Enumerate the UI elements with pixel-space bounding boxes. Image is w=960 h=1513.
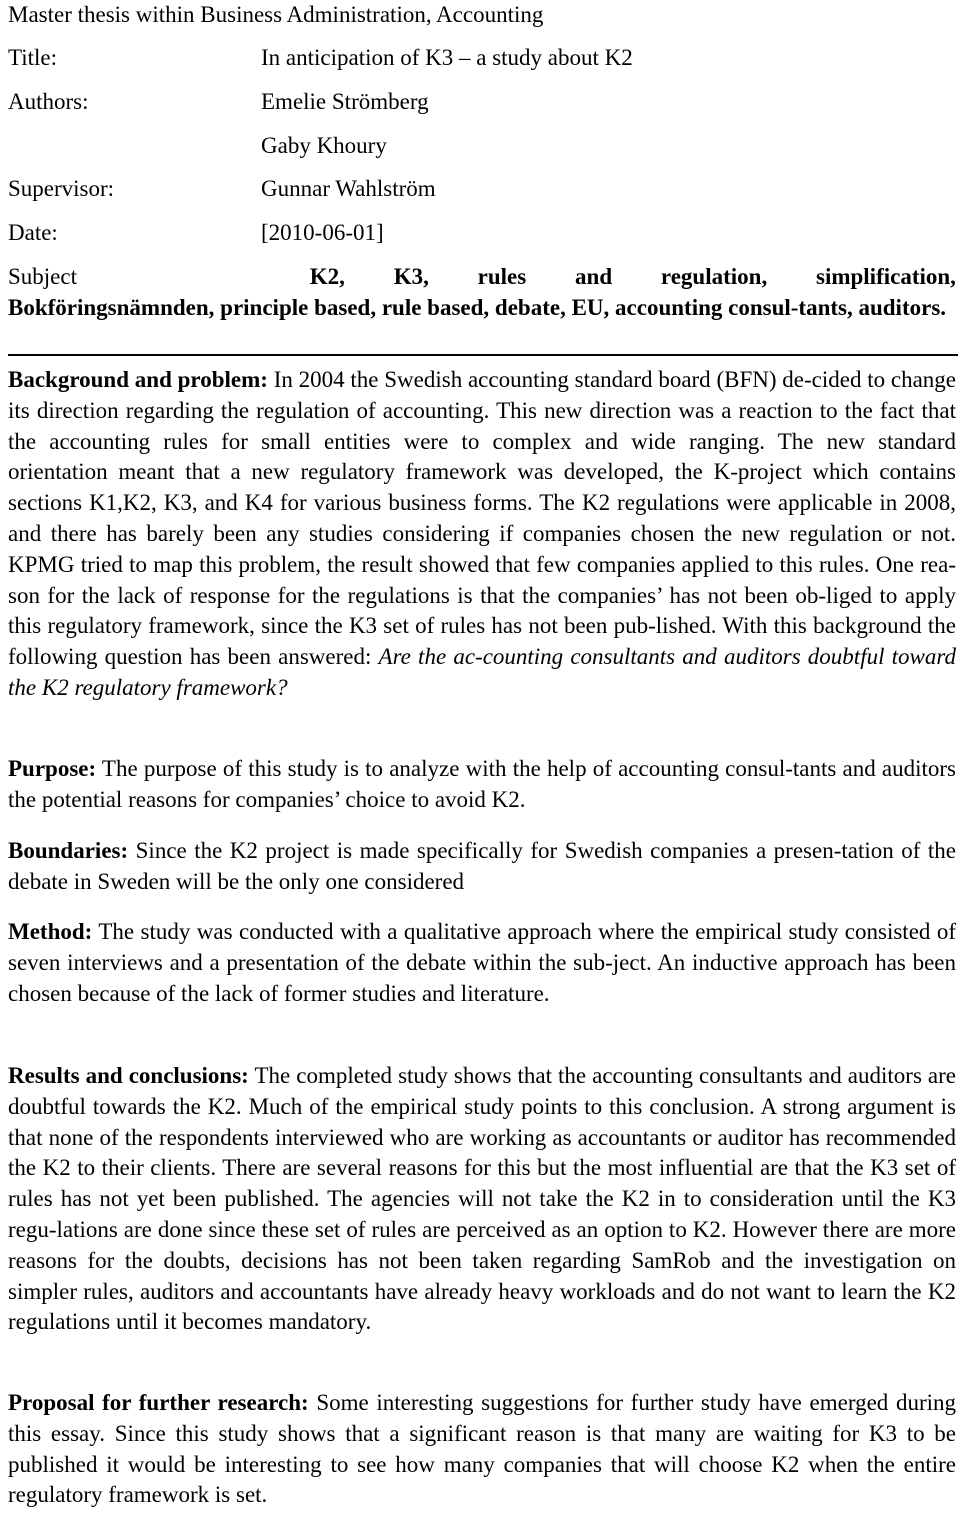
author-name: Gaby Khoury <box>261 133 387 158</box>
authors-row <box>8 87 956 117</box>
section-text: In 2004 the Swedish accounting standard board (BFN) de-cided to change its direction regarding the regulation of accounting. This new direction was a reaction to the fact that the accounting rules for small entities were to complex and wide ranging. The new standard orientation meant that a new regulatory framework was developed, the K-project which contains sections K1,K2, K3, and K4 for various business forms. The K2 regulations were applicable in 2008, and there has barely been any studies considering if companies chosen the new regulation or not. KPMG tried to map this problem, the result showed that few companies applied to this rules. One rea-son for the lack of response for the regulations is that the companies’ has not been ob-liged to apply this regulatory framework, since the K3 set of rules has not been pub-lished. With this background the following question has been answered: <box>8 367 956 670</box>
title-value: In anticipation of K3 – a study about K2 <box>261 45 633 70</box>
section-text: The study was conducted with a qualitative approach where the empirical study consisted of seven interviews and a presentation of the debate within the sub-ject. An inductive approach has been chosen because of the lack of former studies and literature. <box>8 919 956 1006</box>
subject-terms-continued: Bokföringsnämnden, principle based, rule based, debate, EU, accounting consul-tants, auditors. <box>8 295 947 320</box>
purpose-section <box>8 754 956 816</box>
background-section <box>8 365 956 704</box>
date-label: Date: <box>8 220 58 245</box>
authors-label: Authors: <box>8 89 89 114</box>
subject-term: regulation, <box>660 264 768 289</box>
divider <box>8 354 958 356</box>
subject-term: simplification, <box>816 264 956 289</box>
subject-term: rules <box>477 264 527 289</box>
supervisor-label: Supervisor: <box>8 176 115 201</box>
date-value: [2010-06-01] <box>261 220 384 245</box>
section-heading: Background and problem: <box>8 367 268 392</box>
supervisor-value: Gunnar Wahlström <box>261 176 436 201</box>
subject-term: and <box>575 264 613 289</box>
subject-term: K2, <box>309 264 345 289</box>
boundaries-section <box>8 836 956 898</box>
subject-term: K3, <box>393 264 429 289</box>
proposal-section <box>8 1388 956 1511</box>
title-label: Title: <box>8 45 58 70</box>
subject-label: Subject <box>8 264 77 289</box>
section-text: Since the K2 project is made specifically for Swedish companies a presen-tation of the debate in Sweden will be the only one considered <box>8 838 956 894</box>
title-row <box>8 43 956 73</box>
authors-row-2 <box>8 131 956 161</box>
supervisor-row <box>8 174 956 204</box>
section-heading: Boundaries: <box>8 838 129 863</box>
section-heading: Proposal for further research: <box>8 1390 309 1415</box>
section-text: The purpose of this study is to analyze with the help of accounting consul-tants and auditors the potential reasons for companies’ choice to avoid K2. <box>8 756 956 812</box>
section-heading: Method: <box>8 919 93 944</box>
research-question: Are the ac-counting consultants and auditors doubtful toward the K2 regulatory framework? <box>8 644 956 700</box>
thesis-header: Master thesis within Business Administration, Accounting <box>8 2 544 27</box>
section-text: Some interesting suggestions for further study have emerged during this essay. Since this study shows that a significant reason is that many are waiting for K3 to be published it would be interesting to see how many companies that will choose K2 when the entire regulatory framework is set. <box>8 1390 956 1508</box>
section-heading: Results and conclusions: <box>8 1063 249 1088</box>
results-section <box>8 1061 956 1338</box>
method-section <box>8 917 956 1009</box>
author-name: Emelie Strömberg <box>261 89 429 114</box>
section-heading: Purpose: <box>8 756 97 781</box>
date-row <box>8 218 956 248</box>
subject-terms <box>8 261 956 323</box>
subject-row <box>8 261 956 292</box>
section-text: The completed study shows that the accounting consultants and auditors are doubtful towards the K2. Much of the empirical study points to this conclusion. A strong argument is that none of the respondents interviewed who are working as accountants or auditor has recommended the K2 to their clients. There are several reasons for this but the most influential are that the K3 set of rules has not yet been published. The agencies will not take the K2 in to consideration until the K3 regu-lations are done since these set of rules are perceived as an option to K2. However there are more reasons for the doubts, decisions has not been taken regarding SamRob and the investigation on simpler rules, auditors and accountants have already heavy workloads and do not want to learn the K2 regulations until it becomes mandatory. <box>8 1063 957 1335</box>
